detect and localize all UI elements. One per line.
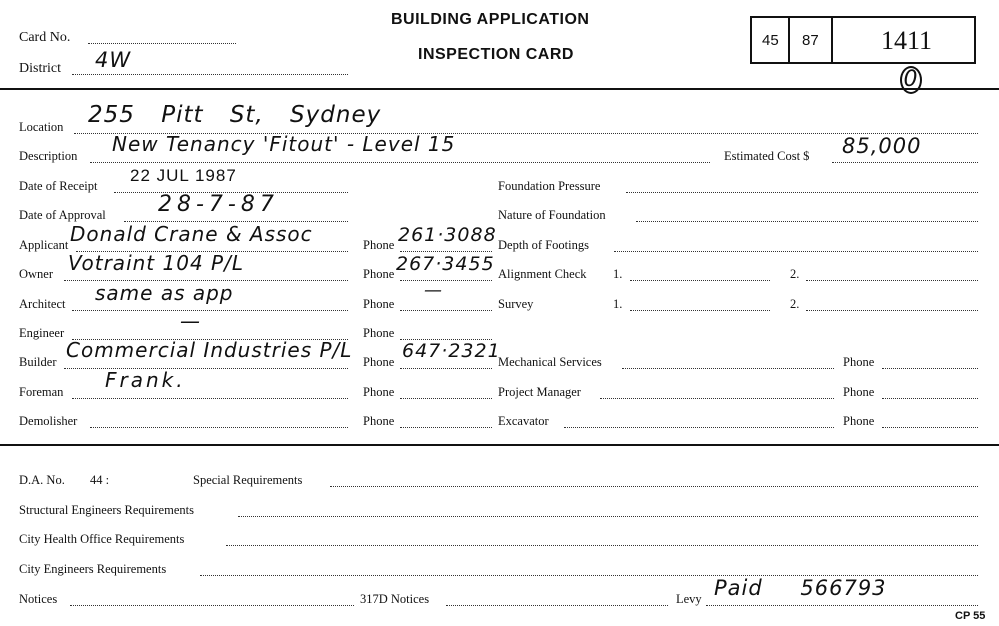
project-manager-label: Project Manager bbox=[498, 385, 581, 399]
excavator-phone-label: Phone bbox=[843, 414, 875, 428]
box-2: 87 bbox=[788, 16, 833, 64]
date-approval-value: 28-7-87 bbox=[158, 192, 279, 217]
alignment-2-line bbox=[806, 280, 978, 281]
foreman-phone-line bbox=[400, 398, 492, 399]
builder-phone-label: Phone bbox=[363, 355, 395, 369]
title-line1: BUILDING APPLICATION bbox=[391, 11, 590, 28]
owner-label: Owner bbox=[19, 267, 54, 281]
architect-phone: — bbox=[424, 280, 443, 301]
depth-footings-line bbox=[614, 251, 978, 252]
architect-phone-line bbox=[400, 310, 492, 311]
description-label: Description bbox=[19, 149, 78, 163]
foreman-phone-label: Phone bbox=[363, 385, 395, 399]
excavator-line bbox=[564, 427, 834, 428]
engineers-req-label: City Engineers Requirements bbox=[19, 562, 167, 576]
da-no-value: 44 : bbox=[90, 473, 110, 487]
levy-value: Paid 566793 bbox=[714, 576, 887, 600]
mechanical-phone-label: Phone bbox=[843, 355, 875, 369]
engineer-phone-label: Phone bbox=[363, 326, 395, 340]
engineer-label: Engineer bbox=[19, 326, 65, 340]
foreman-value: Frank. bbox=[105, 368, 186, 392]
card-no-label: Card No. bbox=[19, 30, 71, 45]
foundation-pressure-line bbox=[626, 192, 978, 193]
district-label: District bbox=[19, 61, 61, 76]
top-rule bbox=[0, 88, 999, 90]
alignment-check-label: Alignment Check bbox=[498, 267, 587, 281]
district-line bbox=[72, 74, 348, 75]
box-3: 1411 bbox=[831, 16, 976, 64]
project-manager-phone-line bbox=[882, 398, 978, 399]
foreman-label: Foreman bbox=[19, 385, 64, 399]
nature-foundation-line bbox=[636, 221, 978, 222]
estimated-cost-line bbox=[832, 162, 978, 163]
builder-phone: 647·2321 bbox=[402, 340, 501, 362]
health-req-label: City Health Office Requirements bbox=[19, 532, 185, 546]
mechanical-phone-line bbox=[882, 368, 978, 369]
survey-label: Survey bbox=[498, 297, 534, 311]
box-1: 45 bbox=[750, 16, 790, 64]
applicant-phone: 261·3088 bbox=[398, 224, 497, 246]
notices-line bbox=[70, 605, 354, 606]
owner-phone-line bbox=[400, 280, 492, 281]
title-line2: INSPECTION CARD bbox=[418, 46, 574, 63]
demolisher-phone-label: Phone bbox=[363, 414, 395, 428]
date-receipt-value: 22 JUL 1987 bbox=[130, 166, 237, 185]
circled-mark: 0 bbox=[900, 66, 922, 94]
builder-value: Commercial Industries P/L bbox=[66, 338, 353, 362]
date-approval-label: Date of Approval bbox=[19, 208, 106, 222]
depth-footings-label: Depth of Footings bbox=[498, 238, 589, 252]
applicant-label: Applicant bbox=[19, 238, 69, 252]
special-req-line bbox=[330, 486, 978, 487]
demolisher-phone-line bbox=[400, 427, 492, 428]
builder-phone-line bbox=[400, 368, 492, 369]
alignment-1-line bbox=[630, 280, 770, 281]
nature-foundation-label: Nature of Foundation bbox=[498, 208, 606, 222]
project-manager-phone-label: Phone bbox=[843, 385, 875, 399]
mechanical-line bbox=[622, 368, 834, 369]
levy-line bbox=[706, 605, 978, 606]
applicant-value: Donald Crane & Assoc bbox=[70, 222, 313, 246]
builder-label: Builder bbox=[19, 355, 57, 369]
card-no-line bbox=[88, 43, 236, 44]
notices-317d-line bbox=[446, 605, 668, 606]
estimated-cost-value: 85,000 bbox=[842, 134, 922, 158]
architect-line bbox=[72, 310, 348, 311]
location-value: 255 Pitt St, Sydney bbox=[88, 102, 382, 128]
structural-req-label: Structural Engineers Requirements bbox=[19, 503, 194, 517]
project-manager-line bbox=[600, 398, 834, 399]
architect-phone-label: Phone bbox=[363, 297, 395, 311]
excavator-phone-line bbox=[882, 427, 978, 428]
form-code: CP 55 bbox=[955, 610, 986, 622]
engineer-value: — bbox=[180, 309, 201, 333]
survey-2: 2. bbox=[790, 297, 800, 311]
date-receipt-label: Date of Receipt bbox=[19, 179, 98, 193]
alignment-2: 2. bbox=[790, 267, 800, 281]
survey-1: 1. bbox=[613, 297, 623, 311]
notices-label: Notices bbox=[19, 592, 58, 606]
architect-label: Architect bbox=[19, 297, 66, 311]
mechanical-label: Mechanical Services bbox=[498, 355, 602, 369]
estimated-cost-label: Estimated Cost $ bbox=[724, 149, 810, 163]
levy-label: Levy bbox=[676, 592, 702, 606]
district-value: 4W bbox=[95, 48, 132, 72]
owner-phone-label: Phone bbox=[363, 267, 395, 281]
middle-rule bbox=[0, 444, 999, 446]
demolisher-label: Demolisher bbox=[19, 414, 78, 428]
owner-phone: 267·3455 bbox=[396, 253, 495, 275]
description-value: New Tenancy 'Fitout' - Level 15 bbox=[112, 132, 456, 156]
survey-2-line bbox=[806, 310, 978, 311]
applicant-phone-line bbox=[400, 251, 492, 252]
foundation-pressure-label: Foundation Pressure bbox=[498, 179, 601, 193]
owner-value: Votraint 104 P/L bbox=[68, 251, 244, 275]
architect-value: same as app bbox=[95, 281, 234, 305]
alignment-1: 1. bbox=[613, 267, 623, 281]
notices-317d-label: 317D Notices bbox=[360, 592, 430, 606]
applicant-phone-label: Phone bbox=[363, 238, 395, 252]
structural-req-line bbox=[238, 516, 978, 517]
excavator-label: Excavator bbox=[498, 414, 549, 428]
location-label: Location bbox=[19, 120, 64, 134]
foreman-line bbox=[72, 398, 348, 399]
demolisher-line bbox=[90, 427, 348, 428]
survey-1-line bbox=[630, 310, 770, 311]
da-no-label: D.A. No. bbox=[19, 473, 65, 487]
description-line bbox=[90, 162, 710, 163]
special-req-label: Special Requirements bbox=[193, 473, 303, 487]
health-req-line bbox=[226, 545, 978, 546]
